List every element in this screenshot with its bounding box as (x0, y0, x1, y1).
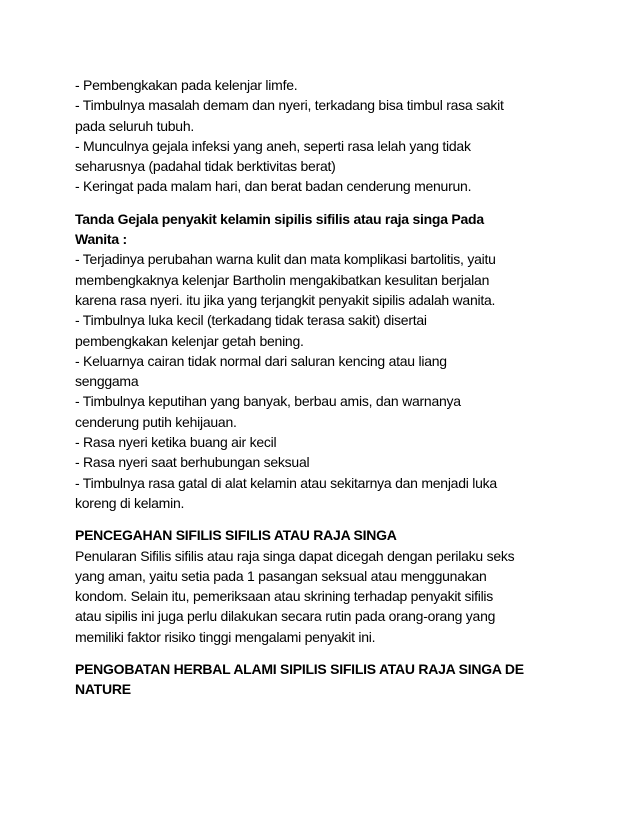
pencegahan-heading: PENCEGAHAN SIFILIS SIFILIS ATAU RAJA SINGA (75, 527, 397, 544)
paragraph-line: memiliki faktor risiko tinggi mengalami penyakit ini. (75, 628, 376, 645)
paragraph-spacer (75, 647, 565, 659)
symptom-line: - Keluarnya cairan tidak normal dari saluran kencing atau liang (75, 352, 447, 369)
pencegahan-section (75, 525, 565, 647)
section-heading-line: Wanita : (75, 231, 127, 248)
symptom-line: membengkaknya kelenjar Bartholin mengakibatkan kesulitan berjalan (75, 271, 490, 288)
symptom-line: cenderung putih kehijauan. (75, 413, 237, 430)
symptom-line: - Timbulnya luka kecil (terkadang tidak terasa sakit) disertai (75, 312, 427, 329)
intro-line: seharusnya (padahal tidak berktivitas berat) (75, 158, 336, 175)
section-heading-line: Tanda Gejala penyakit kelamin sipilis sifilis atau raja singa Pada (75, 210, 484, 227)
symptom-line: - Timbulnya keputihan yang banyak, berbau amis, dan warnanya (75, 393, 461, 410)
intro-line: - Timbulnya masalah demam dan nyeri, terkadang bisa timbul rasa sakit (75, 97, 504, 114)
intro-line: - Keringat pada malam hari, dan berat badan cenderung menurun. (75, 178, 472, 195)
paragraph-spacer (75, 513, 565, 525)
intro-symptoms-list (75, 75, 565, 197)
paragraph-spacer (75, 197, 565, 209)
intro-line: pada seluruh tubuh. (75, 117, 195, 134)
paragraph-line: yang aman, yaitu setia pada 1 pasangan seksual atau menggunakan (75, 567, 487, 584)
pengobatan-heading-line: PENGOBATAN HERBAL ALAMI SIPILIS SIFILIS ATAU RAJA SINGA DE (75, 661, 524, 678)
paragraph-line: Penularan Sifilis sifilis atau raja singa dapat dicegah dengan perilaku seks (75, 547, 515, 564)
pengobatan-heading-line: NATURE (75, 681, 131, 698)
pengobatan-section (75, 659, 565, 700)
symptom-line: senggama (75, 373, 139, 390)
intro-line: - Munculnya gejala infeksi yang aneh, seperti rasa lelah yang tidak (75, 137, 471, 154)
symptom-line: pembengkakan kelenjar getah bening. (75, 332, 304, 349)
wanita-heading (75, 209, 565, 250)
symptom-line: koreng di kelamin. (75, 494, 185, 511)
symptom-line: - Terjadinya perubahan warna kulit dan mata komplikasi bartolitis, yaitu (75, 251, 496, 268)
paragraph-line: kondom. Selain itu, pemeriksaan atau skrining terhadap penyakit sifilis (75, 588, 494, 605)
paragraph-line: atau sipilis ini juga perlu dilakukan secara rutin pada orang-orang yang (75, 608, 496, 625)
document-page (75, 75, 565, 700)
symptom-line: karena rasa nyeri. itu jika yang terjangkit penyakit sipilis adalah wanita. (75, 291, 496, 308)
symptom-line: - Rasa nyeri saat berhubungan seksual (75, 454, 310, 471)
wanita-section (75, 209, 565, 513)
symptom-line: - Rasa nyeri ketika buang air kecil (75, 434, 277, 451)
intro-line: - Pembengkakan pada kelenjar limfe. (75, 77, 298, 93)
pencegahan-body (75, 546, 565, 647)
wanita-symptoms-list (75, 249, 565, 513)
symptom-line: - Timbulnya rasa gatal di alat kelamin atau sekitarnya dan menjadi luka (75, 474, 497, 491)
